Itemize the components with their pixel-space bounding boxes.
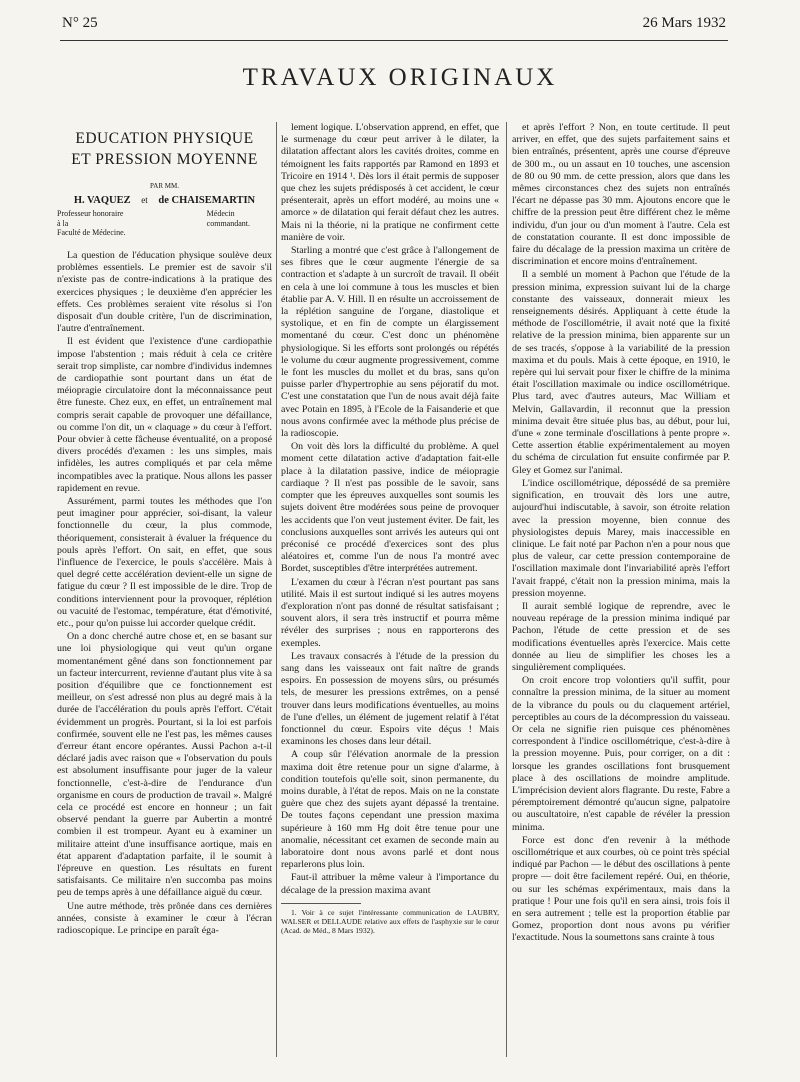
column-1 [57,128,272,938]
affiliation: Médecin commandant. [206,209,250,228]
article-title-line: EDUCATION PHYSIQUE [75,130,254,147]
affiliations [57,209,272,238]
author-name: de CHAISEMARTIN [158,195,256,207]
paragraph: Force est donc d'en revenir à la méthode oscillométrique et aux courbes, où ce point très spécial indiqué par Pachon — le début des oscillations à pente propre — doit être facilement repéré. Oui, en théorie, ou sur les schémas expérimentaux, mais dans la pratique ! Pour une fois qu'il en sera ainsi, trois fois il en sera autrement ; telle est la proportion établie par Gomez, proportion dont nous avons pu vérifier l'exactitude. Nous la soumettons sans crainte à tous [512,834,730,944]
paragraph: Faut-il attribuer la même valeur à l'importance du décalage de la pression maxima avant [281,872,499,896]
footnote: 1. Voir à ce sujet l'intéressante communication de LAUBRY, WALSER et DELLAUDE relative aux effets de l'asphyxie sur le cœur (Acad. de Méd., 8 Mars 1932). [281,907,499,935]
paragraph: On croit encore trop volontiers qu'il suffit, pour connaître la pression minima, de la situer au moment de la vibrance du pouls ou du claquement artériel, perceptibles au cours de la décompression du vaisseau. Or cela ne signifie rien puisque ces phénomènes correspondent à l'indice oscillométrique, c'est-à-dire à la pression moyenne. Puis, pour corriger, on a dit : lorsque les grandes oscillations font brusquement place à des oscillations de moindre amplitude. L'imprécision devient alors flagrante. Du reste, Fabre a péremptoirement démontré qu'aucun signe, palpatoire ou auscultatoire, n'est capable de révéler la pression minima. [512,675,730,833]
section-title: TRAVAUX ORIGINAUX [242,64,558,91]
paragraph: et après l'effort ? Non, en toute certitude. Il peut arriver, en effet, que des sujets parfaitement sains et bien entraînés, présentent, après une course d'épreuve de 300 m., ou un assaut en 10 touches, une ascension de 80 ou 90 mm. de cette pression, alors que dans les mêmes circonstances chez des sujets non entraînés l'écart ne dépasse pas 30 mm. Ajoutons encore que le chiffre de la pression peut être différent chez le même individu, d'un jour ou d'un moment à l'autre. Cela est de constatation courante. Il est donc impossible de faire du décalage de la pression maxima un critère de discrimination et encore moins d'entraînement. [512,122,730,268]
affiliation: Professeur honoraire à la Faculté de Médecine. [57,209,126,238]
column-body [57,250,272,937]
article-title-line: ET PRESSION MOYENNE [71,151,258,168]
paragraph: La question de l'éducation physique soulève deux problèmes essentiels. Le premier est de savoir s'il n'existe pas de contre-indications à la pratique des exercices physiques ; le deuxième d'en apprécier les effets. Ces problèmes seraient vite résolus si l'on disposait d'un double critère, l'un de discrimination, l'autre d'entraînement. [57,249,272,335]
article-title [57,128,272,170]
paragraph: Il aurait semblé logique de reprendre, avec le nouveau repérage de la pression minima indiqué par Pachon, l'étude de cette pression et de ses modifications éventuelles après l'exercice. Mais cette donnée au lieu de simplifier les choses les a singulièrement compliquées. [512,600,730,673]
paragraph: Il a semblé un moment à Pachon que l'étude de la pression minima, expression suivant lui de la charge constante des vaisseaux, donnerait mieux les renseignements désirés. Appliquant à cette étude la méthode de l'oscillométrie, il avait noté que la fixité relative de la pression minima, bien apparente sur un de ses tracés, s'oppose à la variabilité de la pression maxima et du pouls. Mais à cette époque, en 1910, le repère qui lui servait pour fixer le chiffre de la minima était l'oscillation maximale ou indice oscillométrique. Plus tard, avec d'autres auteurs, Mac William et Melvin, Gallavardin, il reconnut que la pression minima devait être située plus bas, au début, pour lui, d'une « zone terminale d'oscillations à pente propre ». Cette assertion établie expérimentalement au moyen du schéma de circulation fut ensuite confirmée par P. Gley et Gomez sur l'animal. [512,269,730,476]
paragraph: Une autre méthode, très prônée dans ces dernières années, consiste à examiner le cœur à l'écran radioscopique. Le principe en paraît éga- [57,900,272,937]
column-3 [512,122,730,946]
column-divider [506,122,507,1057]
column-body [512,122,730,945]
issue-date: 26 Mars 1932 [642,15,726,31]
footnote-rule [281,903,361,904]
column-body [281,122,499,897]
paragraph: A coup sûr l'élévation anormale de la pression maxima doit être retenue pour un signe d'alarme, à condition toutefois qu'elle soit, sinon permanente, du moins durable, à l'état de repos. Mais on ne la constate guère que chez des sujets ayant dépassé la trentaine. De toutes façons cependant une pression maxima supérieure à 160 mm Hg doit être tenue pour une anomalie, nécessitant cet examen de seconde main au laboratoire dont nous avons parlé et dont nous reparlerons plus loin. [281,749,499,871]
issue-number: N° 25 [62,15,98,31]
paragraph: On voit dès lors la difficulté du problème. A quel moment cette dilatation active d'adaptation fait-elle place à la dilatation passive, indice de méiopragie cardiaque ? Il n'est pas possible de le savoir, sans compter que les épreuves auxquelles sont soumis les sujets doivent être modérées sous peine de provoquer les accidents que l'on veut justement éviter. De fait, les conclusions auxquelles sont arrivés les auteurs qui ont préconisé ce procédé d'exercices sont des plus aléatoires et, comme l'un de nous l'a montré avec Bordet, susceptibles d'être interprétées autrement. [281,441,499,575]
author-conjunction: et [141,195,148,206]
author-name: H. VAQUEZ [73,195,131,207]
column-divider [276,122,277,1057]
authors [57,194,272,207]
paragraph: On a donc cherché autre chose et, en se basant sur une loi physiologique qui veut qu'un organe momentanément gêné dans son fonctionnement par un facteur intercurrent, revienne d'autant plus vite à sa position d'équilibre que ce fonctionnement est meilleur, on s'est adressé non plus au degré mais à la durée de l'accélération du pouls après l'effort. C'était évidemment un progrès. Pourtant, si la loi est parfois confirmée, souvent elle ne l'est pas, les mêmes causes d'erreur étant encore opérantes. Aussi Pachon a-t-il déclaré jadis avec raison que « l'observation du pouls est absolument insuffisante pour juger de la valeur fonctionnelle, c'est-à-dire de l'endurance d'un organisme en cours de production de travail ». Malgré cela ce procédé est encore en honneur ; un fait observé pendant la guerre par Aubertin a montré combien il est trompeur. Ayant eu à examiner un militaire atteint d'une insuffisance aortique, mais en état apparent d'adaptation parfaite, il le soumit à l'épreuve en question. Les résultats en furent satisfaisants. Ce militaire n'en succomba pas moins peu de temps après à une défaillance aiguë du cœur. [57,631,272,899]
paragraph: Il est évident que l'existence d'une cardiopathie impose l'abstention ; mais réduit à cela ce critère serait trop simpliste, car nombre d'individus indemnes de cardiopathie sont pourtant dans un état de méiopragie circulatoire dont la méconnaissance peut être funeste. Chez eux, en effet, un entraînement mal compris serait capable de provoquer une défaillance, ou comme l'on dit, un « claquage » du cœur à l'effort. Pour obvier à cette fâcheuse éventualité, on a proposé divers procédés d'examen : les uns simples, mais infidèles, les autres compliqués et par cela même incompatibles avec la pratique. Nous allons les passer rapidement en revue. [57,336,272,494]
paragraph: lement logique. L'observation apprend, en effet, que le surmenage du cœur peut arriver à le dilater, la dilatation affectant alors les cavités droites, comme en témoignent les faits rapportés par Ramond en 1893 et Tricoire en 1914 ¹. Dès lors il était permis de supposer que chez les sujets prédisposés à cet accident, le cœur présenterait, après un effort modéré, au moins une « amorce » de dilatation qui ferait défaut chez les autres. Mais ni la théorie, ni la pratique ne confirment cette manière de voir. [281,122,499,243]
paragraph: Les travaux consacrés à l'étude de la pression du sang dans les vaisseaux ont fait naître de grands espoirs. En possession de moyens sûrs, ou présumés tels, de mesurer les pressions extrêmes, on a pensé trouver dans leurs modifications éventuelles, au moins de l'une d'elles, un élément de jugement relatif à l'état fonctionnel du cœur. Espoirs vite déçus ! Mais examinons les choses dans leur détail. [281,650,499,748]
byline-prefix: PAR MM. [150,182,179,190]
paragraph: L'examen du cœur à l'écran n'est pourtant pas sans utilité. Mais il est surtout indiqué si les autres moyens d'exploration n'ont pas donné de résultat satisfaisant ; souvent alors, il sera très instructif et pourra même révéler des surprises ; nous en rapporterons des exemples. [281,576,499,649]
paragraph: L'indice oscillométrique, dépossédé de sa première signification, en trouvait dès lors une autre, aujourd'hui indiscutable, à savoir, son étroite relation avec la pression moyenne, bien connue des physiologistes depuis Marey, mais inaccessible en clinique. Le fait noté par Pachon n'en a pour nous que plus de valeur, car cette pression contemporaine de l'oscillation maximale dont l'invariabilité après l'effort l'avait frappé, c'était non la pression minima, mais la pression moyenne. [512,477,730,599]
paragraph: Assurément, parmi toutes les méthodes que l'on peut imaginer pour apprécier, soi-disant, la valeur fonctionnelle du cœur, la plus commode, théoriquement, consisterait à évaluer la fréquence du pouls après l'effort. On sait, en effet, que sous l'influence de l'exercice, le pouls s'accélère. Mais à quel degré cette accélération devient-elle un signe de fatigue du cœur ? Il est impossible de le dire. Trop de conditions interviennent pour la provoquer, réplétion ou vacuité de l'estomac, température, état d'émotivité, etc., pour qu'on puisse lui accorder quelque crédit. [57,495,272,629]
column-2 [281,122,499,935]
header-rule [60,40,728,41]
paragraph: Starling a montré que c'est grâce à l'allongement de ses fibres que le cœur augmente l'énergie de sa contraction et s'adapte à un surcroît de travail. Il obéit en cela à une loi commune à tous les muscles et bien établie par A. V. Hill. Il en résulte un accroissement de la réplétion sanguine de l'organe, diastolique et systolique, et en fin de compte un élargissement momentané du cœur. C'est donc un phénomène physiologique. Si les efforts sont prolongés ou répétés le volume du cœur augmente progressivement, comme le font les muscles du mollet et du bras, sans qu'on puisse parler d'hypertrophie au sens péjoratif du mot. C'est une constatation que l'un de nous avait déjà faite avec Potain en 1895, à l'Ecole de la Faisanderie et que nous avons confirmée avec la méthode plus précise de la radioscopie. [281,245,499,440]
